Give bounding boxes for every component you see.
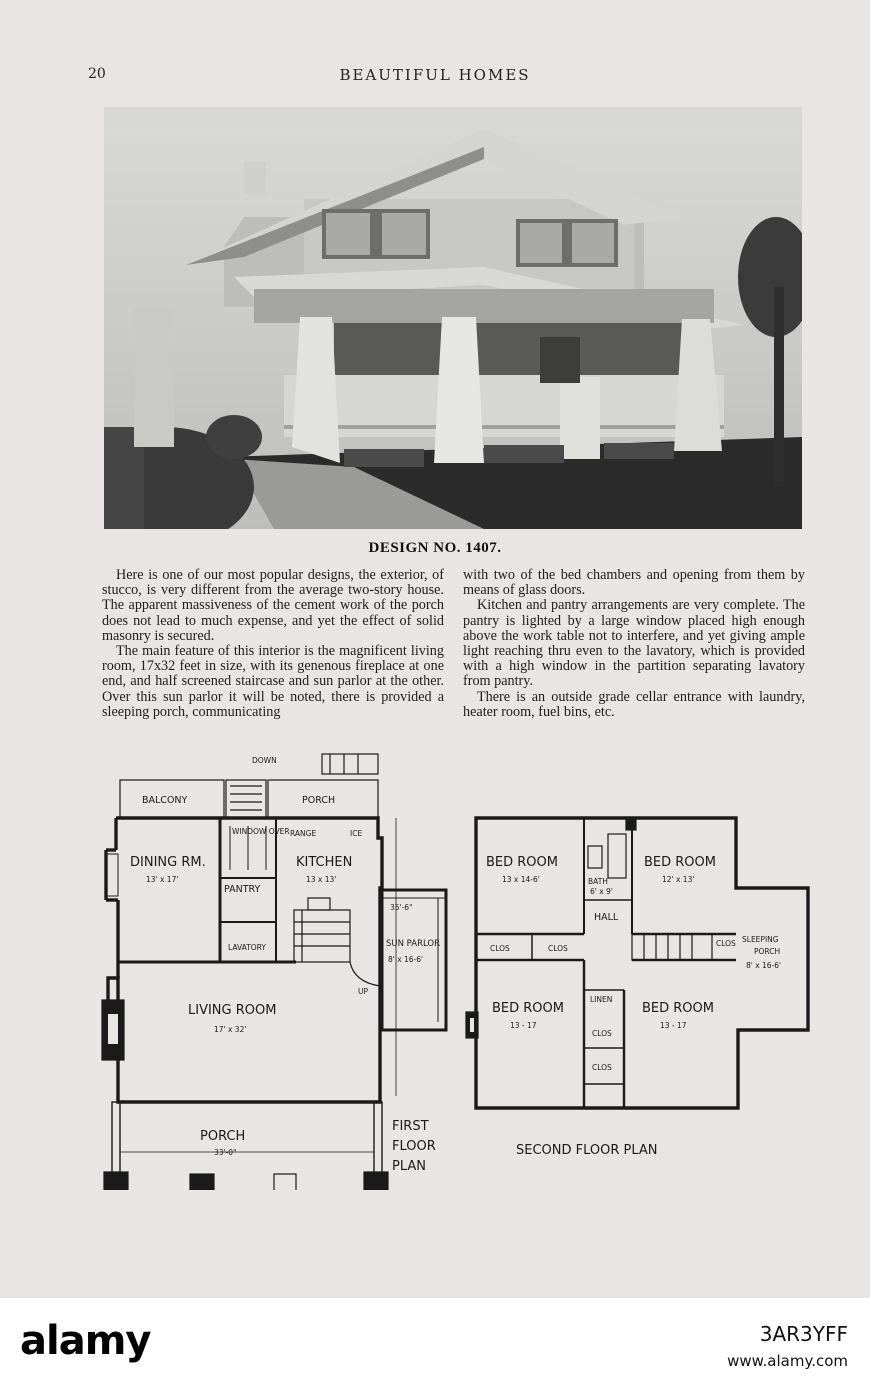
house-photograph xyxy=(104,107,802,529)
label-lavatory: LAVATORY xyxy=(228,943,266,952)
label-plan-plan: PLAN xyxy=(392,1159,426,1174)
label-linen: LINEN xyxy=(590,995,613,1004)
label-dining-size: 13' x 17' xyxy=(146,875,179,884)
label-kitchen: KITCHEN xyxy=(296,855,353,870)
stock-footer xyxy=(0,1298,870,1390)
label-plan-first: FIRST xyxy=(392,1119,429,1134)
label-down: DOWN xyxy=(252,756,277,765)
page-header xyxy=(0,62,870,86)
label-bed2: BED ROOM xyxy=(644,855,716,870)
label-bed3-size: 13 - 17 xyxy=(510,1021,537,1030)
running-title: BEAUTIFUL HOMES xyxy=(339,66,531,84)
label-porch-size: 33'-0" xyxy=(214,1148,237,1157)
label-living: LIVING ROOM xyxy=(188,1003,277,1018)
label-porch: PORCH xyxy=(200,1129,246,1144)
label-dining: DINING RM. xyxy=(130,855,206,870)
image-id: 3AR3YFF xyxy=(759,1322,848,1346)
alamy-logo: alamy xyxy=(20,1318,151,1364)
label-clos-d: CLOS xyxy=(592,1029,612,1038)
label-pantry: PANTRY xyxy=(224,884,261,895)
second-floor-labels xyxy=(486,855,781,1158)
label-living-size: 17' x 32' xyxy=(214,1025,247,1034)
label-bath: BATH xyxy=(588,877,608,886)
label-hall: HALL xyxy=(594,912,619,923)
paragraph: with two of the bed chambers and opening from them by means of glass doors. xyxy=(463,567,805,599)
label-bed3: BED ROOM xyxy=(492,1001,564,1016)
label-second-plan-title: SECOND FLOOR PLAN xyxy=(516,1143,658,1158)
label-bed1-size: 13 x 14-6' xyxy=(502,875,540,884)
paragraph: Kitchen and pantry arrangements are very complete. The pantry is lighted by a large window placed high enough above the work table not to interfere, and yet giving ample light reaching thru even to the lavatory, which is provided with a high window in the partition separating lavatory from pantry. xyxy=(463,597,805,690)
label-range: RANGE xyxy=(290,829,317,838)
label-balcony: BALCONY xyxy=(142,795,188,806)
label-plan-floor: FLOOR xyxy=(392,1139,436,1154)
paragraph: The main feature of this interior is the magnificent living room, 17x32 feet in size, with its genenous fireplace at one end, and half screened staircase and sun parlor at the other. Over this sun parlor it will be noted, there is provided a sleeping porch, communicating xyxy=(102,643,444,720)
label-kitchen-size: 13 x 13' xyxy=(306,875,337,884)
label-clos-a: CLOS xyxy=(490,944,510,953)
text-column-left xyxy=(102,568,444,720)
label-depth: 35'-6" xyxy=(390,903,413,912)
label-ice: ICE xyxy=(350,829,363,838)
site-url: www.alamy.com xyxy=(727,1352,848,1370)
label-sun-parlor: SUN PARLOR xyxy=(386,939,441,949)
label-bath-size: 6' x 9' xyxy=(590,887,613,896)
text-column-right xyxy=(463,568,805,720)
label-bed4-size: 13 - 17 xyxy=(660,1021,687,1030)
label-sleeping-1: SLEEPING xyxy=(742,935,779,944)
label-clos-b: CLOS xyxy=(548,944,568,953)
label-bed1: BED ROOM xyxy=(486,855,558,870)
label-porch-rear: PORCH xyxy=(302,795,336,806)
label-sleeping-size: 8' x 16-6' xyxy=(746,961,782,970)
design-caption: DESIGN NO. 1407. xyxy=(368,540,502,556)
label-clos-e: CLOS xyxy=(592,1063,612,1072)
label-sun-size: 8' x 16-6' xyxy=(388,955,424,964)
label-sleeping-2: PORCH xyxy=(754,947,781,956)
paragraph: There is an outside grade cellar entrance with laundry, heater room, fuel bins, etc. xyxy=(463,688,805,720)
label-clos-c: CLOS xyxy=(716,939,736,948)
floor-plans xyxy=(96,750,816,1190)
label-up: UP xyxy=(358,987,369,996)
label-bed4: BED ROOM xyxy=(642,1001,714,1016)
paragraph: Here is one of our most popular designs, the exterior, of stucco, is very different from the average two-story house. The apparent massiveness of the cement work of the porch does not lead to much expense, and yet the effect of solid masonry is secured. xyxy=(102,567,444,644)
label-bed2-size: 12' x 13' xyxy=(662,875,695,884)
label-window-over: WINDOW OVER xyxy=(232,827,290,836)
page-number: 20 xyxy=(88,66,106,82)
